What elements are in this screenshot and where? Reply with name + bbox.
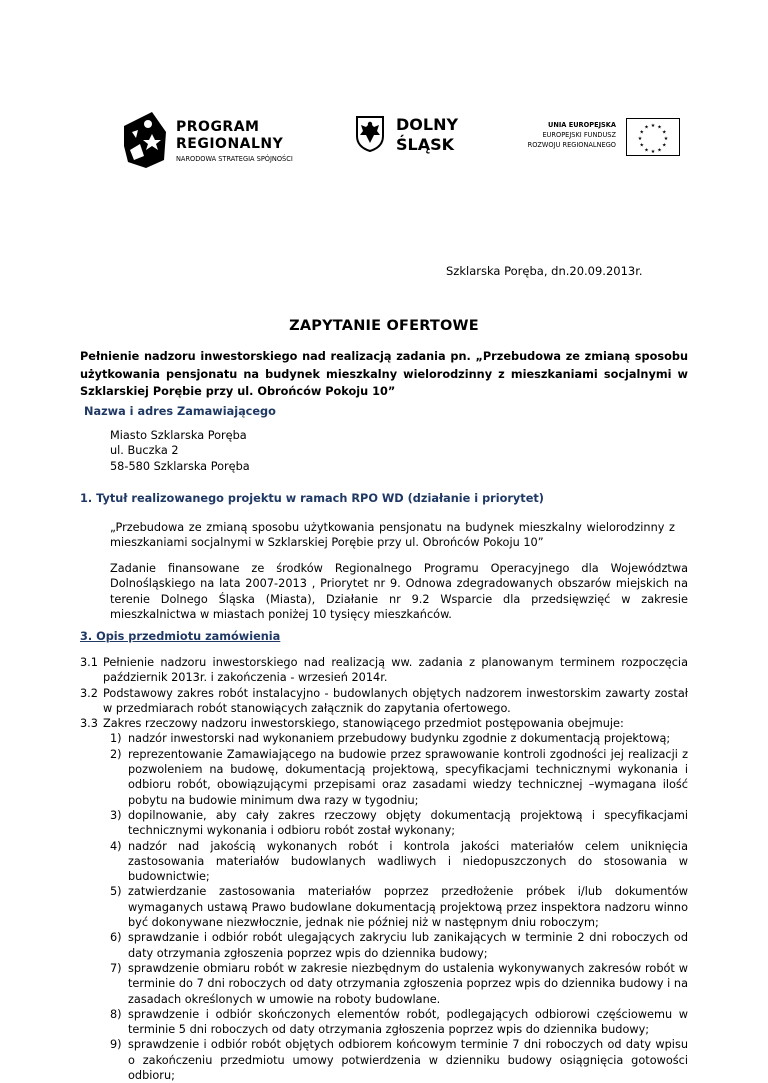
- sub-item-text: nadzór nad jakością wykonanych robót i kontrola jakości materiałów celem uniknięcia zastosowania materiałów budowlanych wadliwych i niedopuszczonych do stosowania w budownictwie;: [128, 839, 688, 884]
- eu-line2: EUROPEJSKI FUNDUSZ: [542, 131, 616, 139]
- sub-item-text: reprezentowanie Zamawiającego na budowie przez sprawowanie kontroli zgodności jej realizacji z pozwoleniem na budowę, dokumentacją projektową, specyfikacjami technicznymi wykonania i odbioru robót, obowiązującymi przepisami oraz zasadami wiedzy technicznej –wymagana ilość pobytu na budowie minimum dwa razy w tygodniu;: [128, 747, 688, 807]
- section3-heading: 3. Opis przedmiotu zamówienia: [80, 630, 281, 643]
- list-item-number: 3.3: [80, 717, 98, 731]
- sub-item-number: 8): [110, 1007, 122, 1021]
- svg-text:★: ★: [650, 123, 656, 129]
- list-item-text: Podstawowy zakres robót instalacyjno - budowlanych objętych nadzorem inwestorskim zawarty został w przedmiarach robót stanowiących załącznik do zapytania ofertowego.: [103, 686, 688, 715]
- list-item-text: Zakres rzeczowy nadzoru inwestorskiego, stanowiącego przedmiot postępowania obejmuje:: [103, 717, 624, 731]
- section3-list: [80, 655, 688, 1083]
- sub-item-number: 1): [110, 732, 122, 746]
- sub-item: [80, 1037, 688, 1083]
- svg-text:★: ★: [657, 124, 662, 131]
- list-item: [80, 686, 688, 717]
- list-item: [80, 716, 688, 731]
- list-item-number: 3.1: [80, 656, 98, 669]
- subject-line: Pełnienie nadzoru inwestorskiego nad realizacją zadania pn. „Przebudowa ze zmianą sposobu użytkowania pensjonatu na budynek mieszkalny wielorodzinny z mieszkaniami socjalnymi w Szklarskiej Porębie przy ul. Obrońców Pokoju 10”: [80, 350, 688, 398]
- program-regionalny-line3: NARODOWA STRATEGIA SPÓJNOŚCI: [176, 155, 293, 163]
- svg-text:★: ★: [637, 136, 643, 142]
- zamawiajacy-address: [110, 428, 250, 474]
- sub-item-number: 9): [110, 1038, 122, 1052]
- list-item-text: Pełnienie nadzoru inwestorskiego nad realizacją ww. zadania z planowanym terminem rozpoczęcia październik 2013r. i zakończenia - wrzesień 2014r.: [103, 656, 688, 685]
- sub-item-number: 5): [110, 885, 122, 899]
- dolny-slask-line1: DOLNY: [396, 115, 459, 134]
- address-line: ul. Buczka 2: [110, 444, 179, 458]
- sub-item-number: 7): [110, 961, 122, 975]
- svg-text:★: ★: [639, 142, 644, 149]
- list-item-number: 3.2: [80, 686, 98, 700]
- sub-item-number: 2): [110, 747, 122, 761]
- logo-bar: [0, 108, 768, 178]
- svg-text:★: ★: [663, 136, 669, 142]
- sub-item: [80, 961, 688, 1007]
- eu-line1: UNIA EUROPEJSKA: [547, 121, 616, 129]
- sub-item: [80, 731, 688, 746]
- section1-heading: 1. Tytuł realizowanego projektu w ramach RPO WD (działanie i priorytet): [80, 492, 544, 505]
- sub-item-text: sprawdzenie i odbiór skończonych elementów robót, podlegających odbiorowi częściowemu w terminie 5 dni roboczych od daty otrzymania zgłoszenia poprzez wpis do dziennika budowy;: [128, 1007, 688, 1037]
- sub-item-number: 6): [110, 931, 122, 945]
- svg-text:★: ★: [650, 149, 656, 155]
- sub-item-text: nadzór inwestorski nad wykonaniem przebudowy budynku zgodnie z dokumentacją projektową;: [128, 732, 671, 746]
- program-regionalny-emblem-icon: [124, 112, 166, 168]
- program-regionalny-line1: PROGRAM: [176, 119, 260, 135]
- eagle-shield-icon: [356, 116, 384, 152]
- svg-text:★: ★: [644, 124, 649, 131]
- sub-item-text: sprawdzenie obmiaru robót w zakresie niezbędnym do ustalenia wykonywanych zakresów robót w terminie do 7 dni roboczych od daty otrzymania zgłoszenia poprzez wpis do dziennika budowy i na zasadach określonych w umowie na roboty budowlane.: [128, 961, 688, 1006]
- svg-text:★: ★: [644, 147, 649, 154]
- sub-item-text: zatwierdzanie zastosowania materiałów poprzez przedłożenie próbek i/lub dokumentów wymaganych ustawą Prawo budowlane dokumentacją projektową przez inspektora nadzoru winno być dokonywane niezwłocznie, jednak nie później niż w następnym dniu roboczym;: [128, 885, 688, 930]
- place-date: Szklarska Poręba, dn.20.09.2013r.: [446, 264, 643, 278]
- financing-paragraph: Zadanie finansowane ze środków Regionalnego Programu Operacyjnego dla Województwa Dolnośląskiego na lata 2007-2013 , Priorytet nr 9. Odnowa zdegradowanych obszarów miejskich na terenie Dolnego Śląska (Miasta), Działanie nr 9.2 Wsparcie dla przedsięwzięć w zakresie mieszkalnictwa w miastach poniżej 10 tysięcy mieszkańców.: [110, 562, 688, 621]
- svg-text:★: ★: [657, 147, 662, 154]
- address-line: Miasto Szklarska Poręba: [110, 429, 247, 442]
- sub-item-text: sprawdzanie i odbiór robót ulegających zakryciu lub zanikających w terminie 2 dni roboczych od daty otrzymania zgłoszenia poprzez wpis do dziennika budowy;: [128, 931, 688, 960]
- document-title: ZAPYTANIE OFERTOWE: [289, 318, 479, 334]
- eu-text: [528, 120, 616, 150]
- program-regionalny-line2: REGIONALNY: [176, 136, 284, 152]
- program-regionalny-logo: [124, 112, 314, 172]
- sub-item: [80, 1007, 688, 1038]
- sub-item: [80, 808, 688, 839]
- dolny-slask-logo: [356, 114, 486, 170]
- eu-line3: ROZWOJU REGIONALNEGO: [527, 141, 616, 149]
- sub-item-text: sprawdzenie i odbiór robót objętych odbiorem końcowym terminie 7 dni roboczych od daty wpisu o zakończeniu przedmiotu umowy potwierdzenia w dzienniku budowy osiągnięcia gotowości odbioru;: [128, 1038, 688, 1083]
- dolny-slask-line2: ŚLĄSK: [396, 135, 455, 154]
- zamawiajacy-heading: Nazwa i adres Zamawiającego: [84, 405, 276, 418]
- sub-item: [80, 747, 688, 808]
- sub-item-text: dopilnowanie, aby cały zakres rzeczowy objęty dokumentacją projektową i specyfikacjami technicznymi wykonania i odbioru robót został wykonany;: [128, 808, 688, 838]
- svg-text:★: ★: [639, 129, 644, 136]
- sub-item: [80, 930, 688, 961]
- eu-logo: [520, 118, 680, 168]
- sub-item: [80, 839, 688, 885]
- svg-text:★: ★: [662, 129, 667, 136]
- sub-item: [80, 884, 688, 930]
- list-item: [80, 655, 688, 686]
- sub-item-number: 3): [110, 808, 122, 822]
- svg-text:★: ★: [662, 142, 667, 149]
- sub-item-number: 4): [110, 839, 122, 853]
- address-line: 58-580 Szklarska Poręba: [110, 459, 250, 473]
- eu-flag-icon: [626, 118, 680, 156]
- project-title-quote: „Przebudowa ze zmianą sposobu użytkowania pensjonatu na budynek mieszkalny wielorodzinny z mieszkaniami socjalnymi w Szklarskiej Porębie przy ul. Obrońców Pokoju 10”: [110, 521, 675, 550]
